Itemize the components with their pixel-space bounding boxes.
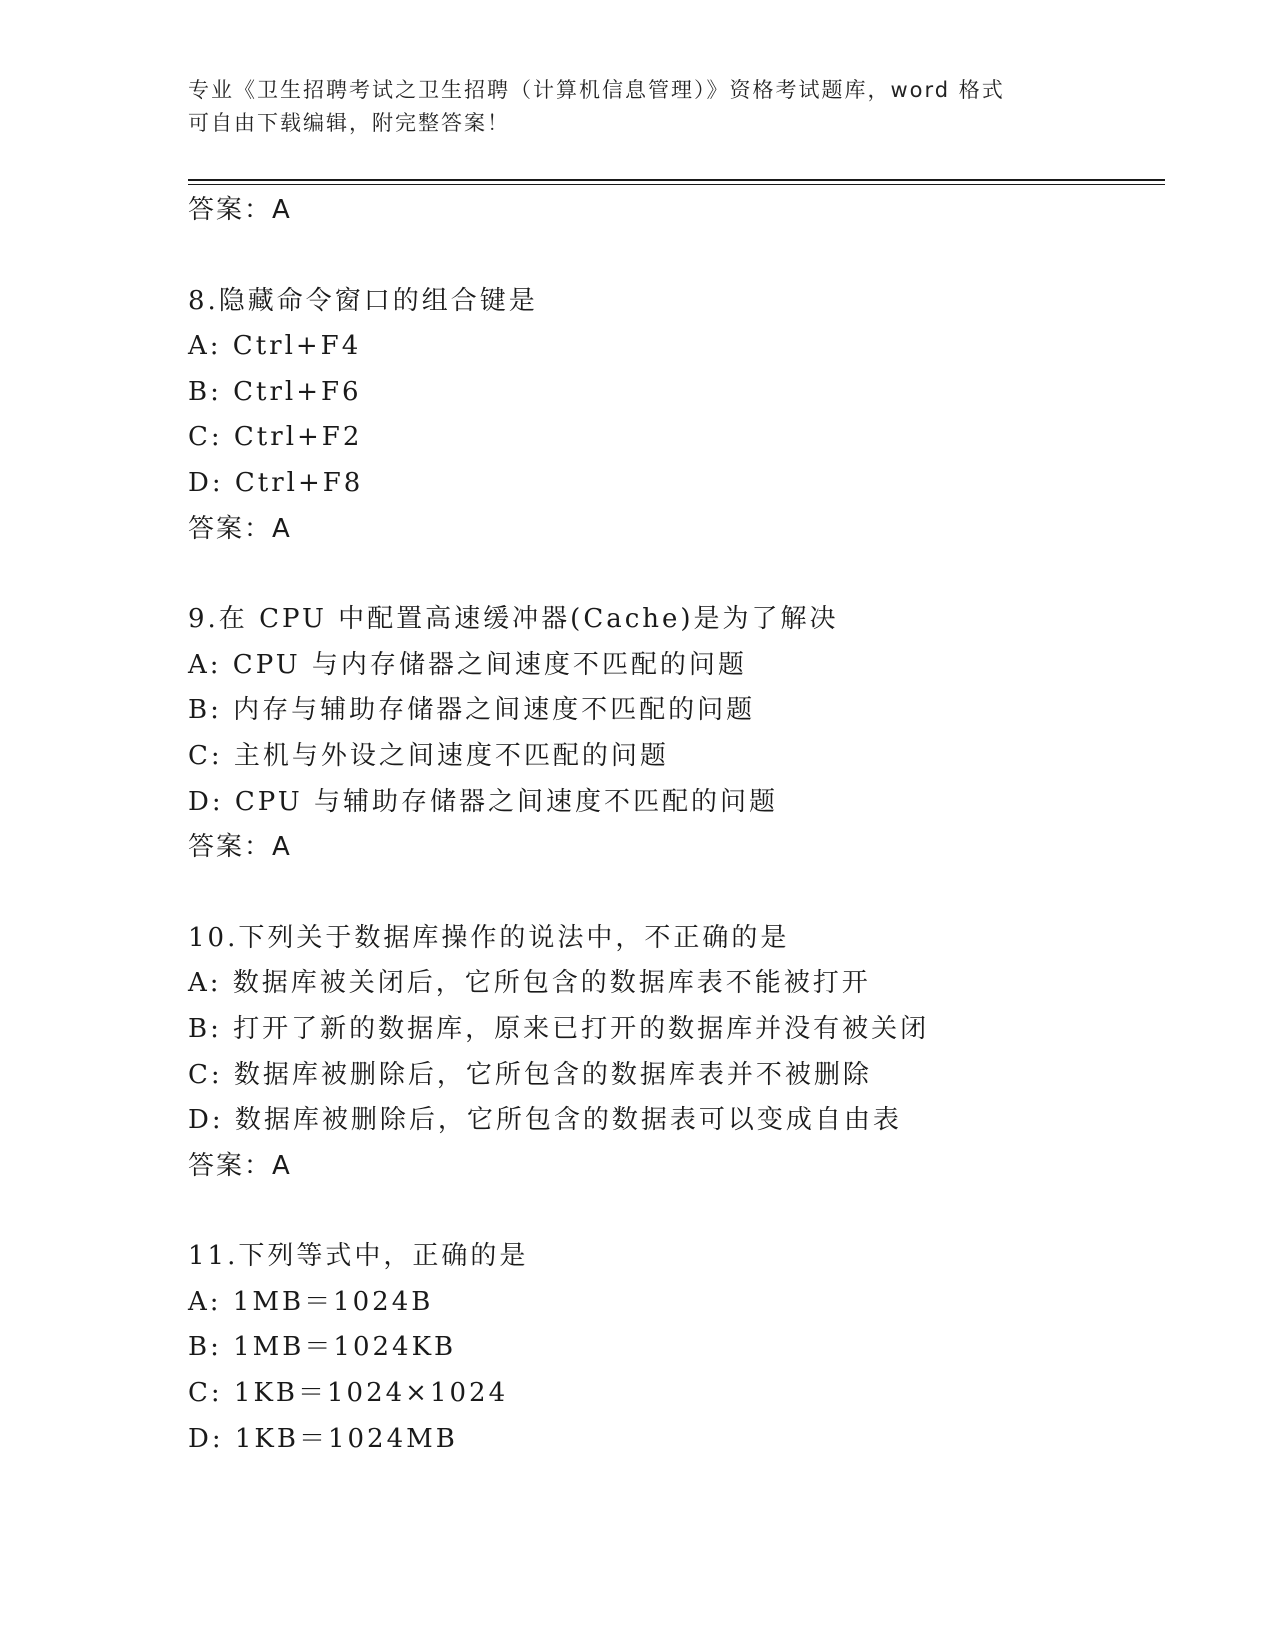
option-d: D: CPU 与辅助存储器之间速度不匹配的问题 (188, 786, 778, 817)
document-header (188, 74, 1088, 140)
option-a: A: 1MB＝1024B (188, 1286, 434, 1317)
option-c: C: Ctrl+F2 (188, 422, 363, 453)
header-divider-thick (188, 179, 1165, 181)
option-b: B: Ctrl+F6 (188, 376, 362, 407)
option-d: D: 1KB＝1024MB (188, 1423, 458, 1454)
option-c: C: 主机与外设之间速度不匹配的问题 (188, 740, 669, 771)
question-stem: 9.在 CPU 中配置高速缓冲器(Cache)是为了解决 (188, 604, 839, 635)
answer-line: 答案：A (188, 195, 292, 225)
option-a: A: CPU 与内存储器之间速度不匹配的问题 (188, 649, 747, 680)
header-line-2: 可自由下载编辑，附完整答案！ (188, 111, 510, 135)
question-block (188, 1234, 1168, 1462)
option-b: B: 内存与辅助存储器之间速度不匹配的问题 (188, 695, 756, 726)
answer-line: 答案：A (188, 1150, 292, 1181)
question-stem: 10.下列关于数据库操作的说法中，不正确的是 (188, 922, 790, 953)
header-line-1: 专业《卫生招聘考试之卫生招聘（计算机信息管理）》资格考试题库，word 格式 (188, 78, 1005, 102)
option-d: D: 数据库被删除后，它所包含的数据表可以变成自由表 (188, 1105, 902, 1136)
question-block (188, 597, 1168, 871)
answer-line: 答案：A (188, 513, 292, 544)
option-c: C: 数据库被删除后，它所包含的数据库表并不被删除 (188, 1059, 872, 1090)
option-c: C: 1KB＝1024×1024 (188, 1378, 509, 1409)
answer-line: 答案：A (188, 832, 292, 863)
option-b: B: 打开了新的数据库，原来已打开的数据库并没有被关闭 (188, 1013, 930, 1044)
question-block (188, 916, 1168, 1190)
option-a: A: Ctrl+F4 (188, 331, 362, 362)
question-stem: 8.隐藏命令窗口的组合键是 (188, 285, 538, 316)
question-list (188, 188, 1168, 1462)
option-d: D: Ctrl+F8 (188, 467, 364, 498)
option-b: B: 1MB＝1024KB (188, 1332, 457, 1363)
question-stem: 11.下列等式中，正确的是 (188, 1241, 529, 1272)
option-a: A: 数据库被关闭后，它所包含的数据库表不能被打开 (188, 968, 871, 999)
question-block (188, 279, 1168, 553)
header-divider-thin (188, 184, 1165, 185)
